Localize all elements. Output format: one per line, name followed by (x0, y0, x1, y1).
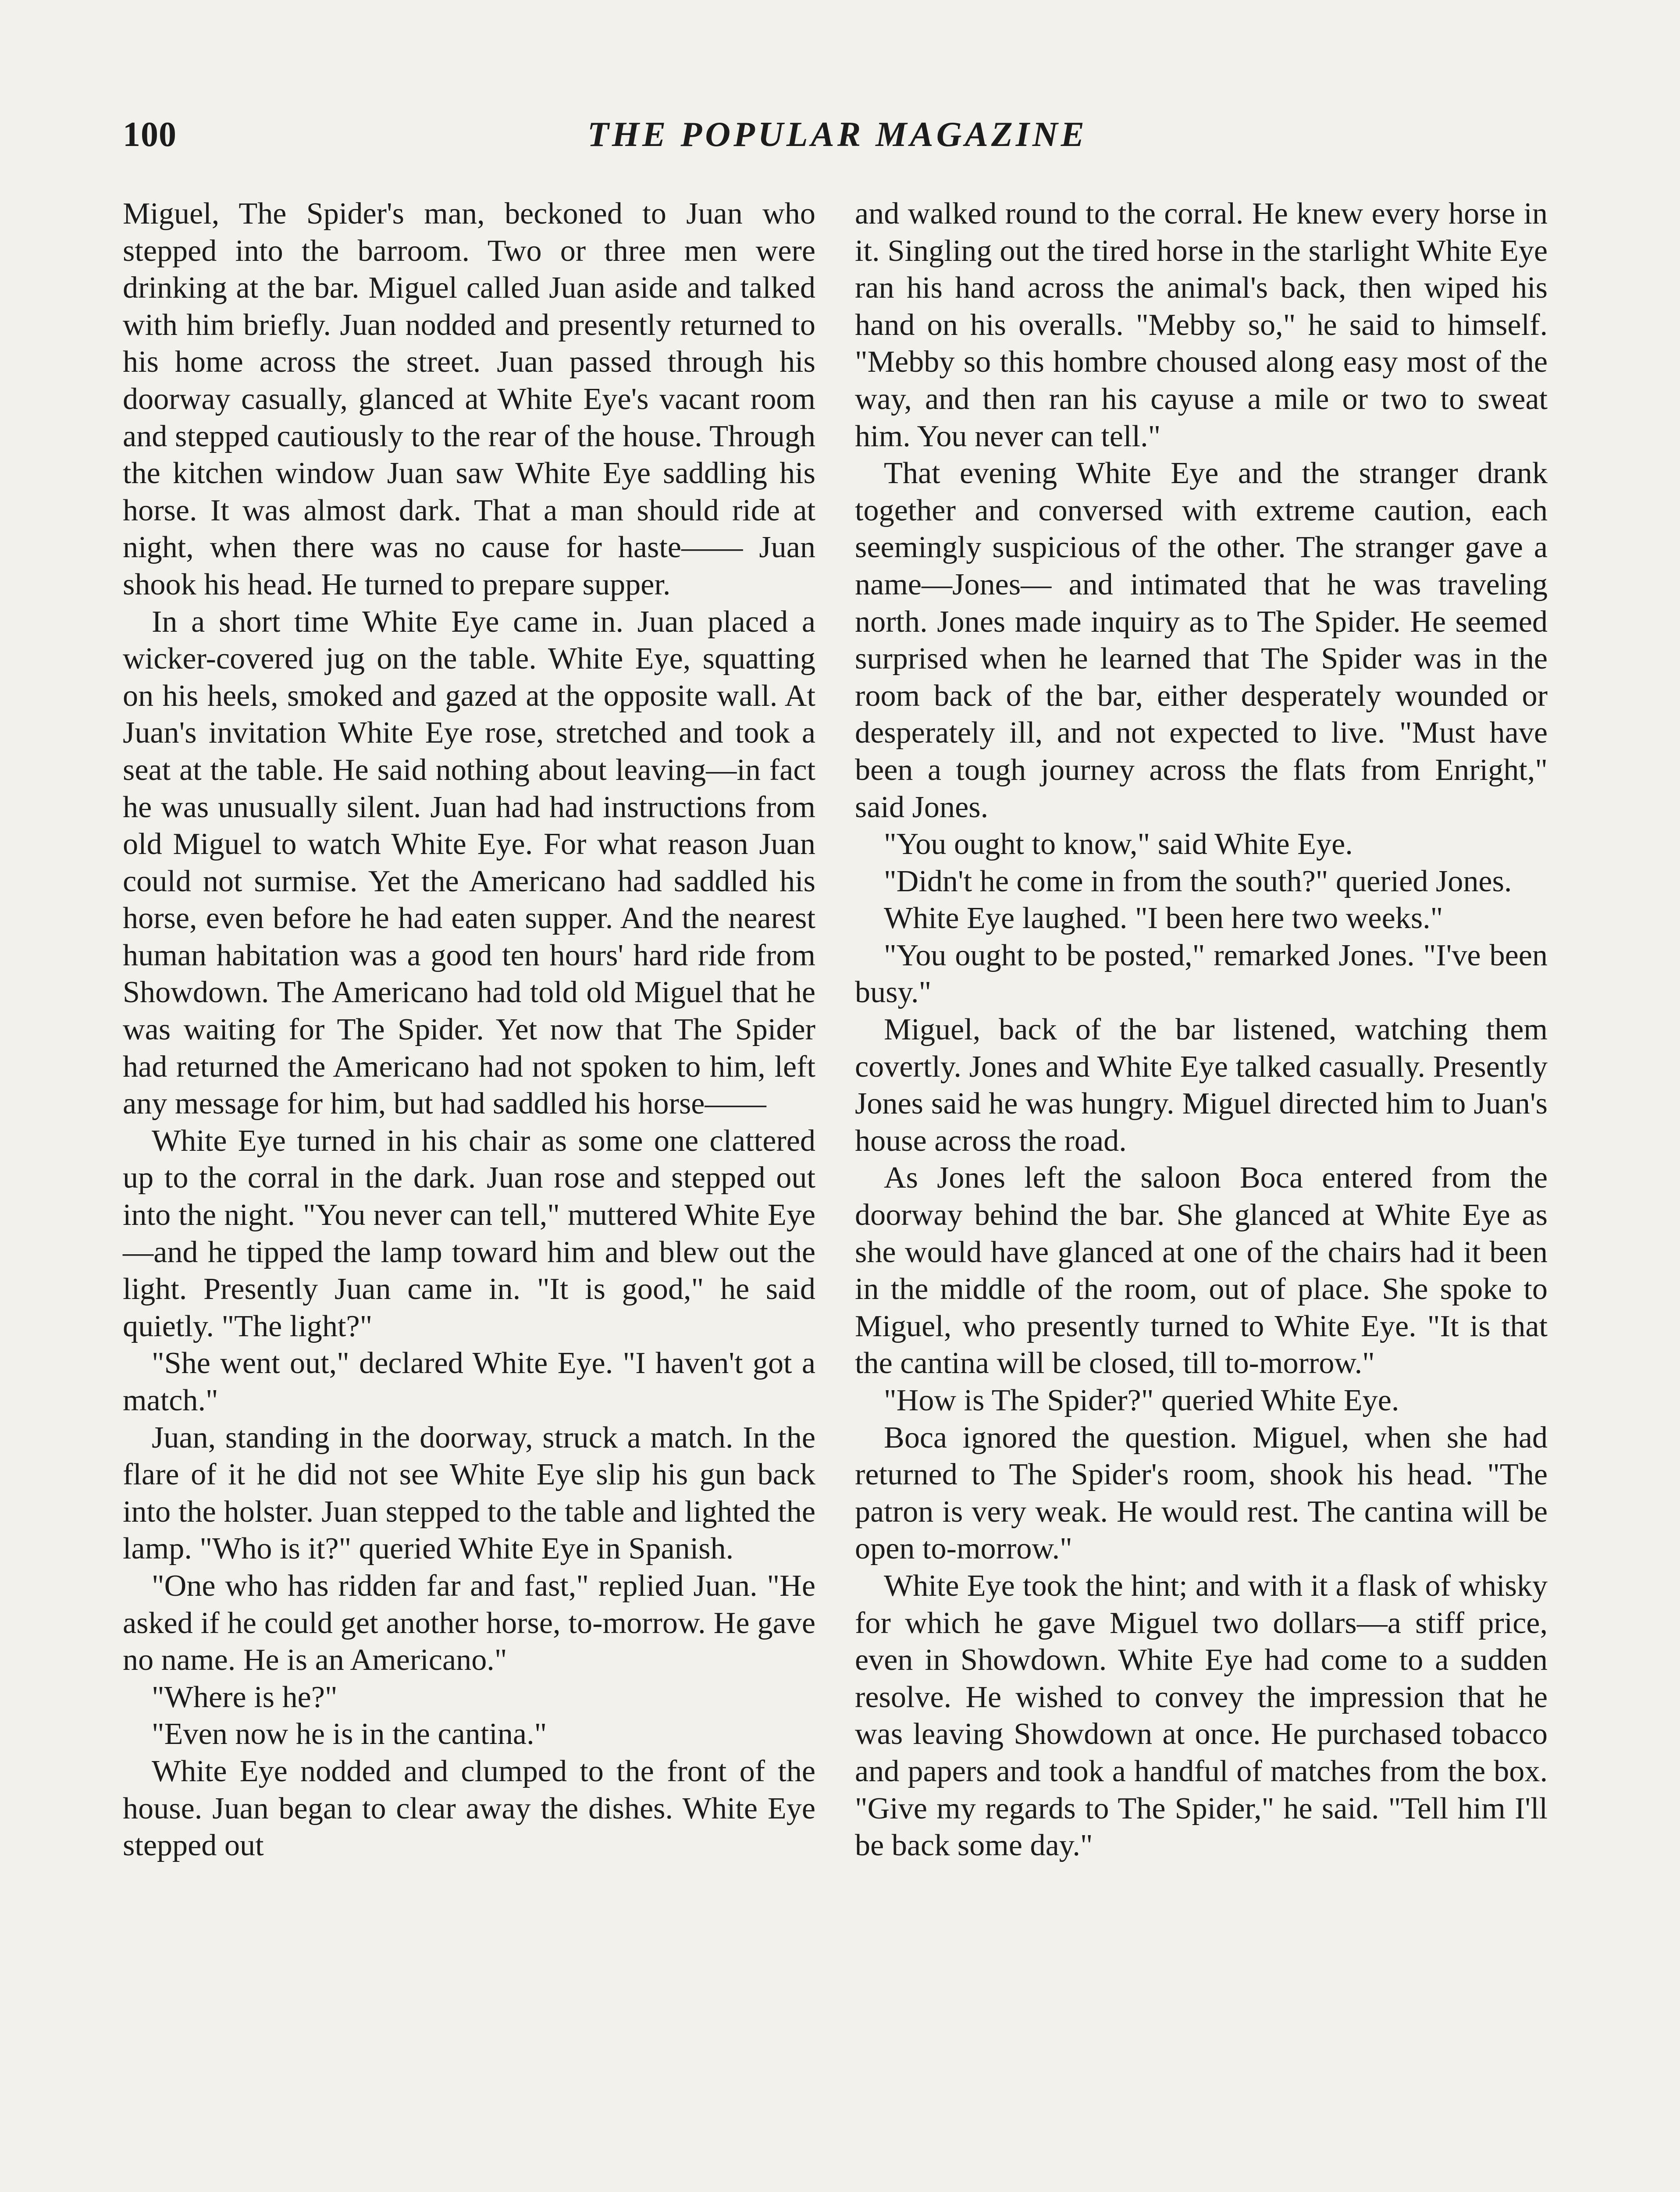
paragraph: "You ought to be posted," remarked Jones. "I've been busy." (855, 938, 1548, 1010)
paragraph: "One who has ridden far and fast," replied Juan. "He asked if he could get another horse, to-morrow. He gave no name. He is an Americano." (123, 1568, 815, 1677)
paragraph: In a short time White Eye came in. Juan placed a wicker-covered jug on the table. White Eye, squatting on his heels, smoked and gazed at the opposite wall. At Juan's invitation White Eye rose, stretched and took a seat at the table. He said nothing about leaving—in fact he was unusually silent. Juan had had instructions from old Miguel to watch White Eye. For what reason Juan could not surmise. Yet the Americano had saddled his horse, even before he had eaten supper. And the nearest human habitation was a good ten hours' hard ride from Showdown. The Americano had told old Miguel that he was waiting for The Spider. Yet now that The Spider had returned the Americano had not spoken to him, left any message for him, but had saddled his horse—— (123, 604, 815, 1121)
paragraph: That evening White Eye and the stranger drank together and conversed with extreme caution, each seemingly suspicious of the other. The stranger gave a name—Jones— and intimated that he was traveling north. Jones made inquiry as to The Spider. He seemed surprised when he learned that The Spider was in the room back of the bar, either desperately wounded or desperately ill, and not expected to live. "Must have been a tough journey across the flats from Enright," said Jones. (855, 456, 1548, 824)
paragraph: "How is The Spider?" queried White Eye. (884, 1383, 1399, 1417)
paragraph: "Didn't he come in from the south?" queried Jones. (884, 864, 1512, 898)
magazine-title: THE POPULAR MAGAZINE (587, 115, 1088, 154)
paragraph: White Eye laughed. "I been here two weeks." (884, 901, 1443, 936)
left-column (123, 195, 815, 1864)
paragraph: Miguel, back of the bar listened, watching them covertly. Jones and White Eye talked casually. Presently Jones said he was hungry. Miguel directed him to Juan's house across the road. (855, 1012, 1548, 1158)
paragraph: White Eye nodded and clumped to the front of the house. Juan began to clear away the dishes. White Eye stepped out (123, 1754, 815, 1863)
paragraph: and walked round to the corral. He knew every horse in it. Singling out the tired horse in the starlight White Eye ran his hand across the animal's back, then wiped his hand on his overalls. "Mebby so," he said to himself. "Mebby so this hombre choused along easy most of the way, and then ran his cayuse a mile or two to sweat him. You never can tell." (855, 196, 1548, 453)
page-number: 100 (123, 115, 177, 154)
paragraph: "Where is he?" (152, 1680, 338, 1714)
right-column (855, 195, 1548, 1864)
page-header (123, 115, 1552, 163)
paragraph: Miguel, The Spider's man, beckoned to Juan who stepped into the barroom. Two or three men were drinking at the bar. Miguel called Juan aside and talked with him briefly. Juan nodded and presently returned to his home across the street. Juan passed through his doorway casually, glanced at White Eye's vacant room and stepped cautiously to the rear of the house. Through the kitchen window Juan saw White Eye saddling his horse. It was almost dark. That a man should ride at night, when there was no cause for haste—— Juan shook his head. He turned to prepare supper. (123, 196, 815, 601)
paragraph: White Eye took the hint; and with it a flask of whisky for which he gave Miguel two dollars—a stiff price, even in Showdown. White Eye had come to a sudden resolve. He wished to convey the impression that he was leaving Showdown at once. He purchased tobacco and papers and took a handful of matches from the box. "Give my regards to The Spider," he said. "Tell him I'll be back some day." (855, 1568, 1548, 1863)
paragraph: "You ought to know," said White Eye. (884, 827, 1353, 861)
paragraph: "Even now he is in the cantina." (152, 1717, 547, 1751)
paragraph: Boca ignored the question. Miguel, when she had returned to The Spider's room, shook his head. "The patron is very weak. He would rest. The cantina will be open to-morrow." (855, 1420, 1548, 1566)
paragraph: Juan, standing in the doorway, struck a match. In the flare of it he did not see White Eye slip his gun back into the holster. Juan stepped to the table and lighted the lamp. "Who is it?" queried White Eye in Spanish. (123, 1420, 815, 1566)
paragraph: As Jones left the saloon Boca entered from the doorway behind the bar. She glanced at White Eye as she would have glanced at one of the chairs had it been in the middle of the room, out of place. She spoke to Miguel, who presently turned to White Eye. "It is that the cantina will be closed, till to-morrow." (855, 1160, 1548, 1381)
paragraph: "She went out," declared White Eye. "I haven't got a match." (123, 1346, 815, 1417)
paragraph: White Eye turned in his chair as some one clattered up to the corral in the dark. Juan rose and stepped out into the night. "You never can tell," muttered White Eye —and he tipped the lamp toward him and blew out the light. Presently Juan came in. "It is good," he said quietly. "The light?" (123, 1123, 815, 1343)
